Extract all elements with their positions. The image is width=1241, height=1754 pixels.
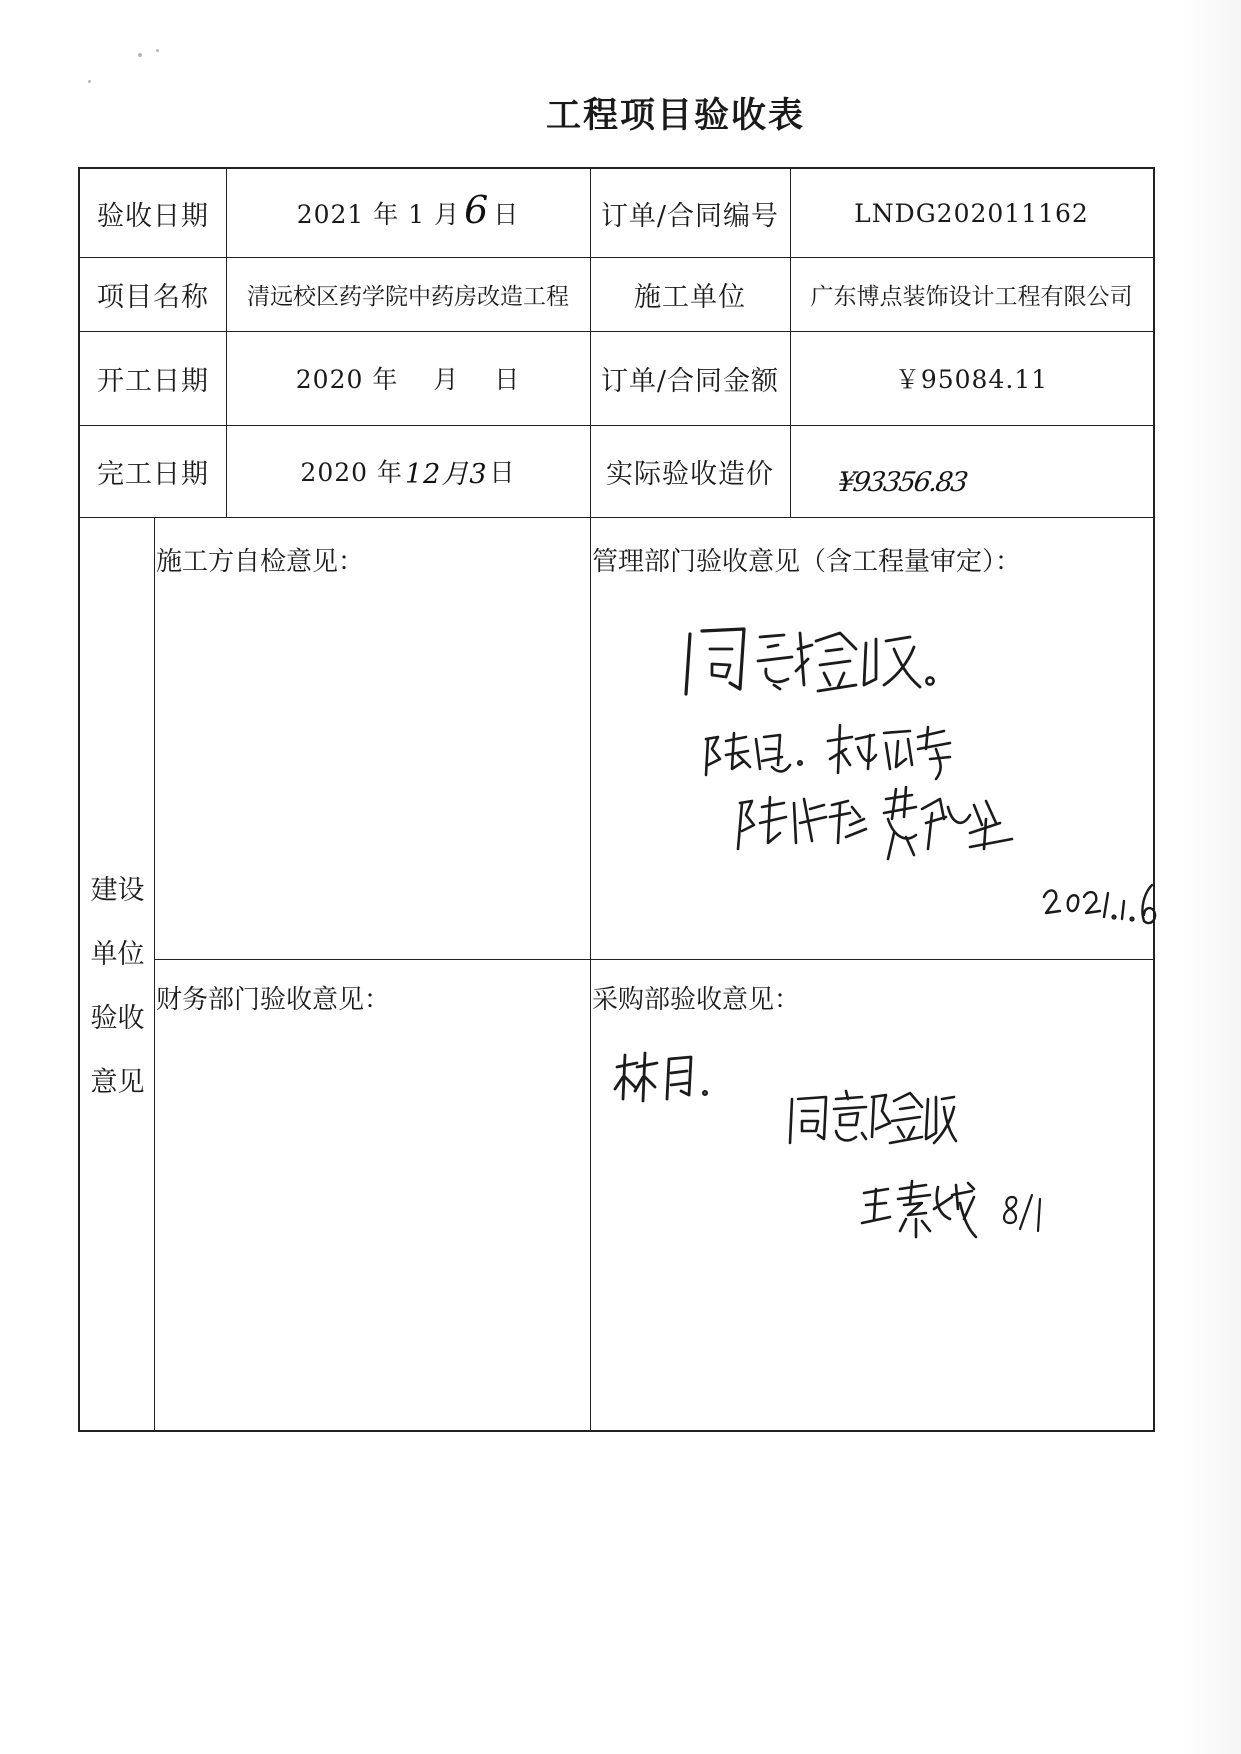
scan-speck [138,53,142,57]
purchasing-dept-heading: 采购部验收意见： [592,985,801,1015]
construction-unit-label: 施工单位 [634,281,746,313]
completion-date-label: 完工日期 [97,458,209,490]
scan-speck [156,49,159,52]
acceptance-date-handwritten-day: 6 [464,188,490,232]
completion-date-day-unit: 日 [489,458,516,487]
management-dept-heading: 管理部门验收意见（含工程量审定）： [592,547,1022,577]
construction-unit-opinion-side-label [80,859,155,1115]
finance-dept-heading: 财务部门验收意见： [156,985,391,1015]
side-label-line: 意见 [90,1067,145,1098]
row-divider [80,517,1153,518]
side-label-line: 验收 [90,1003,145,1034]
start-date-value: 2020 年 月 日 [295,365,521,394]
order-contract-amount-label: 订单/合同金额 [600,365,780,397]
form-title: 工程项目验收表 [545,96,805,136]
row-divider [154,959,1153,960]
acceptance-date-label: 验收日期 [97,200,209,232]
handwritten-management-approval [680,619,940,709]
actual-acceptance-cost-label: 实际验收造价 [606,458,774,490]
completion-date-printed: 2020 年 [300,458,403,487]
completion-date-value [226,425,590,517]
handwritten-management-date [1040,879,1170,929]
page-edge-shadow [1183,0,1241,1754]
construction-unit-value: 广东博点装饰设计工程有限公司 [810,283,1133,310]
acceptance-date-value [226,169,590,257]
project-name-label: 项目名称 [97,281,209,313]
order-contract-amount-value: ￥95084.11 [894,365,1049,394]
construction-self-check-heading: 施工方自检意见： [156,547,365,577]
actual-acceptance-cost-value [790,425,1153,517]
acceptance-form-table [78,167,1155,1432]
order-contract-number-value: LNDG202011162 [854,198,1089,228]
scan-speck [88,80,91,83]
handwritten-purchasing-signature-1 [615,1049,725,1105]
handwritten-management-signatures [700,719,1030,889]
completion-date-handwritten: 12月3 [405,458,488,490]
handwritten-purchasing-signature-2 [860,1179,1060,1243]
side-label-line: 单位 [90,939,145,970]
order-contract-number-label: 订单/合同编号 [600,200,780,232]
handwritten-purchasing-approval [786,1089,956,1149]
start-date-label: 开工日期 [97,365,209,397]
actual-cost-handwritten: ¥93356.83 [835,466,969,498]
acceptance-date-day-unit: 日 [493,200,520,229]
project-name-value: 清远校区药学院中药房改造工程 [247,283,569,310]
acceptance-date-printed: 2021 年 1 月 [296,200,461,229]
side-label-line: 建设 [90,875,145,906]
